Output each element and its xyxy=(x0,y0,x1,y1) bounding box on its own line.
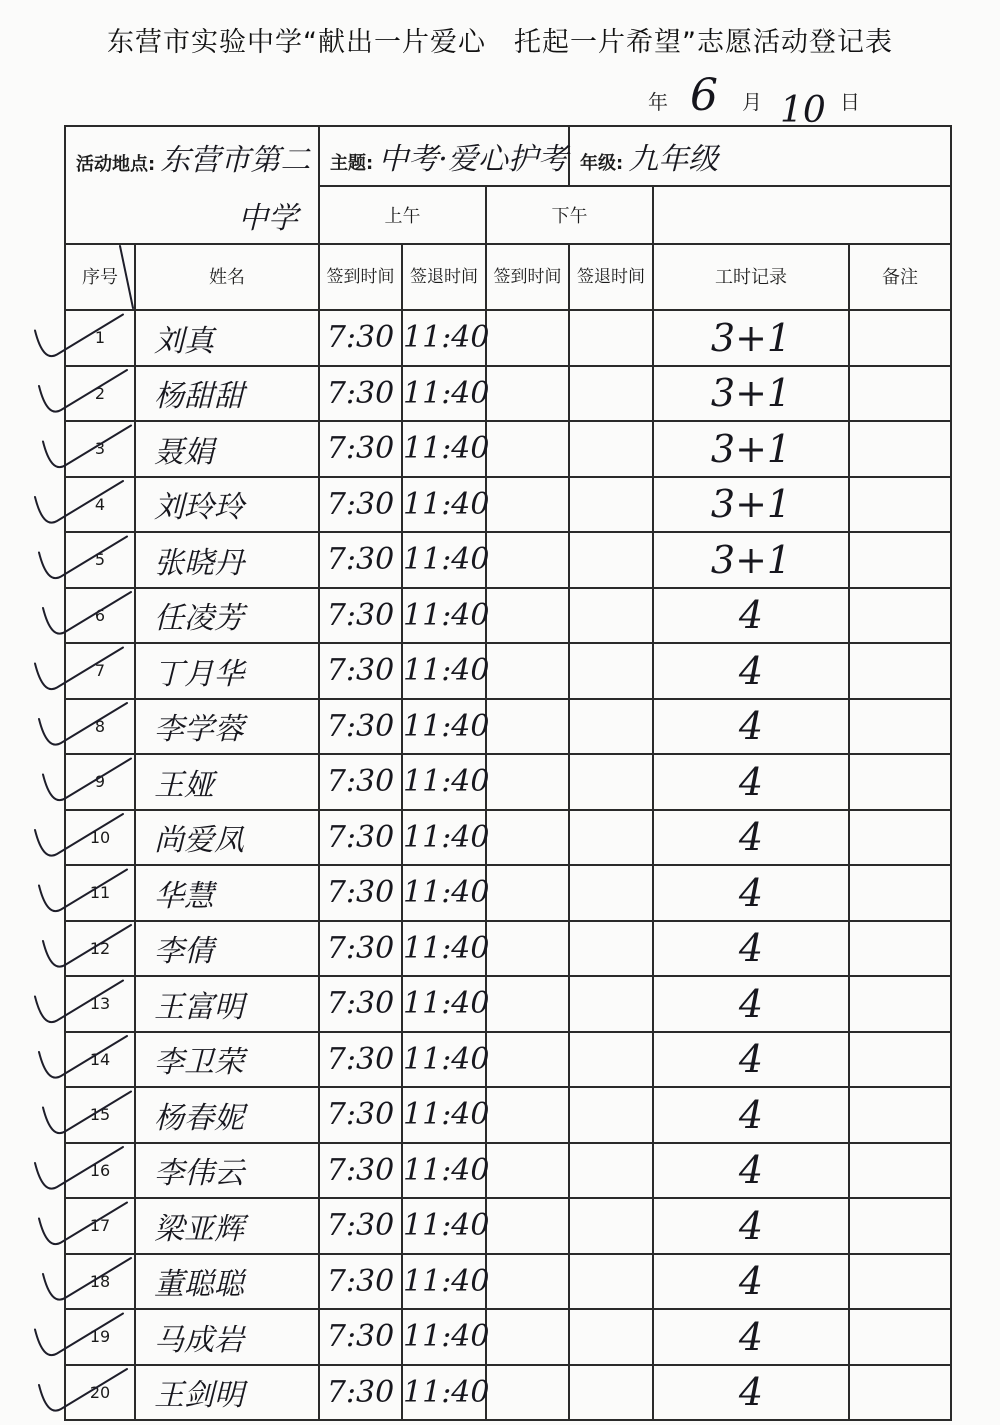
seq-cell: 13 xyxy=(65,976,135,1032)
empty-period-cell xyxy=(653,186,951,244)
day-value: 10 xyxy=(780,90,826,131)
name-cell: 王富明 xyxy=(135,976,319,1032)
name-cell: 董聪聪 xyxy=(135,1254,319,1310)
table-row xyxy=(65,1087,951,1143)
pm-sign-in-cell xyxy=(486,643,569,699)
remarks-cell xyxy=(849,699,951,755)
seq-cell: 2 xyxy=(65,366,135,422)
am-sign-in-cell: 7:30 xyxy=(319,1365,402,1421)
am-sign-in-cell: 7:30 xyxy=(319,421,402,477)
info-row xyxy=(65,126,951,186)
location-cell xyxy=(65,126,319,186)
hours-cell: 3+1 xyxy=(653,532,849,588)
header-pm-sign-in: 签到时间 xyxy=(486,244,569,310)
name-cell: 李伟云 xyxy=(135,1143,319,1199)
seq-cell: 6 xyxy=(65,588,135,644)
name-cell: 聂娟 xyxy=(135,421,319,477)
table-row xyxy=(65,477,951,533)
am-sign-out-cell: 11:40 xyxy=(402,477,486,533)
theme-value: 中考·爱心护考 xyxy=(378,142,568,177)
table-row xyxy=(65,1143,951,1199)
table-row xyxy=(65,699,951,755)
morning-label: 上午 xyxy=(319,186,486,244)
pm-sign-in-cell xyxy=(486,1143,569,1199)
form-title: 东营市实验中学“献出一片爱心 托起一片希望”志愿活动登记表 xyxy=(107,27,893,58)
name-cell: 刘玲玲 xyxy=(135,477,319,533)
name-cell: 张晓丹 xyxy=(135,532,319,588)
pm-sign-out-cell xyxy=(569,421,653,477)
table-row xyxy=(65,1254,951,1310)
am-sign-out-cell: 11:40 xyxy=(402,865,486,921)
header-name: 姓名 xyxy=(135,244,319,310)
pm-sign-out-cell xyxy=(569,810,653,866)
table-row xyxy=(65,865,951,921)
pm-sign-in-cell xyxy=(486,921,569,977)
remarks-cell xyxy=(849,1254,951,1310)
pm-sign-out-cell xyxy=(569,1198,653,1254)
am-sign-out-cell: 11:40 xyxy=(402,810,486,866)
remarks-cell xyxy=(849,1198,951,1254)
am-sign-out-cell: 11:40 xyxy=(402,421,486,477)
am-sign-out-cell: 11:40 xyxy=(402,310,486,366)
hours-cell: 4 xyxy=(653,1032,849,1088)
table-row xyxy=(65,310,951,366)
remarks-cell xyxy=(849,588,951,644)
am-sign-out-cell: 11:40 xyxy=(402,1143,486,1199)
am-sign-out-cell: 11:40 xyxy=(402,699,486,755)
am-sign-out-cell: 11:40 xyxy=(402,1365,486,1421)
grade-cell xyxy=(569,126,951,186)
theme-label: 主题: xyxy=(330,153,374,174)
table-row xyxy=(65,1365,951,1421)
name-cell: 杨甜甜 xyxy=(135,366,319,422)
table-row xyxy=(65,921,951,977)
seq-cell: 16 xyxy=(65,1143,135,1199)
am-sign-in-cell: 7:30 xyxy=(319,477,402,533)
seq-cell: 15 xyxy=(65,1087,135,1143)
hours-cell: 3+1 xyxy=(653,310,849,366)
year-label: 年 xyxy=(648,90,668,114)
am-sign-out-cell: 11:40 xyxy=(402,1032,486,1088)
period-row xyxy=(65,186,951,244)
hours-cell: 4 xyxy=(653,643,849,699)
pm-sign-out-cell xyxy=(569,1254,653,1310)
pm-sign-in-cell xyxy=(486,1254,569,1310)
am-sign-in-cell: 7:30 xyxy=(319,588,402,644)
am-sign-in-cell: 7:30 xyxy=(319,976,402,1032)
location-label: 活动地点: xyxy=(76,153,156,175)
name-cell: 杨春妮 xyxy=(135,1087,319,1143)
pm-sign-out-cell xyxy=(569,477,653,533)
hours-cell: 4 xyxy=(653,1254,849,1310)
hours-cell: 4 xyxy=(653,1198,849,1254)
hours-cell: 4 xyxy=(653,865,849,921)
remarks-cell xyxy=(849,1143,951,1199)
hours-cell: 3+1 xyxy=(653,366,849,422)
name-cell: 王娅 xyxy=(135,754,319,810)
pm-sign-out-cell xyxy=(569,1087,653,1143)
am-sign-out-cell: 11:40 xyxy=(402,754,486,810)
pm-sign-in-cell xyxy=(486,310,569,366)
hours-cell: 4 xyxy=(653,1365,849,1421)
seq-cell: 20 xyxy=(65,1365,135,1421)
am-sign-out-cell: 11:40 xyxy=(402,976,486,1032)
remarks-cell xyxy=(849,976,951,1032)
am-sign-in-cell: 7:30 xyxy=(319,366,402,422)
am-sign-in-cell: 7:30 xyxy=(319,699,402,755)
header-pm-sign-out: 签退时间 xyxy=(569,244,653,310)
pm-sign-in-cell xyxy=(486,810,569,866)
hours-cell: 4 xyxy=(653,810,849,866)
am-sign-out-cell: 11:40 xyxy=(402,643,486,699)
seq-cell: 1 xyxy=(65,310,135,366)
remarks-cell xyxy=(849,366,951,422)
name-cell: 尚爱凤 xyxy=(135,810,319,866)
am-sign-out-cell: 11:40 xyxy=(402,1087,486,1143)
pm-sign-out-cell xyxy=(569,366,653,422)
grade-label: 年级: xyxy=(580,153,624,174)
header-hours: 工时记录 xyxy=(653,244,849,310)
am-sign-out-cell: 11:40 xyxy=(402,532,486,588)
name-cell: 任凌芳 xyxy=(135,588,319,644)
registration-table xyxy=(64,125,952,1421)
seq-cell: 8 xyxy=(65,699,135,755)
remarks-cell xyxy=(849,865,951,921)
name-cell: 王剑明 xyxy=(135,1365,319,1421)
afternoon-label: 下午 xyxy=(486,186,653,244)
table-row xyxy=(65,976,951,1032)
location-value-line2: 中学 xyxy=(238,200,299,236)
am-sign-in-cell: 7:30 xyxy=(319,1309,402,1365)
name-cell: 刘真 xyxy=(135,310,319,366)
location-cont-cell xyxy=(65,186,319,244)
remarks-cell xyxy=(849,1309,951,1365)
header-am-sign-out: 签退时间 xyxy=(402,244,486,310)
hours-cell: 4 xyxy=(653,921,849,977)
am-sign-out-cell: 11:40 xyxy=(402,1198,486,1254)
am-sign-in-cell: 7:30 xyxy=(319,643,402,699)
pm-sign-out-cell xyxy=(569,532,653,588)
table-row xyxy=(65,754,951,810)
header-remarks: 备注 xyxy=(849,244,951,310)
pm-sign-out-cell xyxy=(569,1309,653,1365)
pm-sign-out-cell xyxy=(569,310,653,366)
name-cell: 梁亚辉 xyxy=(135,1198,319,1254)
remarks-cell xyxy=(849,754,951,810)
remarks-cell xyxy=(849,477,951,533)
location-value-line1: 东营市第二 xyxy=(160,142,311,178)
pm-sign-out-cell xyxy=(569,865,653,921)
seq-cell: 18 xyxy=(65,1254,135,1310)
pm-sign-in-cell xyxy=(486,1198,569,1254)
am-sign-in-cell: 7:30 xyxy=(319,865,402,921)
remarks-cell xyxy=(849,532,951,588)
pm-sign-in-cell xyxy=(486,421,569,477)
header-row xyxy=(65,244,951,310)
table-row xyxy=(65,366,951,422)
am-sign-in-cell: 7:30 xyxy=(319,1254,402,1310)
remarks-cell xyxy=(849,310,951,366)
remarks-cell xyxy=(849,1087,951,1143)
hours-cell: 4 xyxy=(653,1143,849,1199)
table-row xyxy=(65,588,951,644)
pm-sign-in-cell xyxy=(486,1309,569,1365)
month-label: 月 xyxy=(742,90,762,114)
am-sign-in-cell: 7:30 xyxy=(319,1087,402,1143)
pm-sign-in-cell xyxy=(486,532,569,588)
am-sign-in-cell: 7:30 xyxy=(319,1032,402,1088)
table-row xyxy=(65,810,951,866)
seq-cell: 10 xyxy=(65,810,135,866)
pm-sign-in-cell xyxy=(486,865,569,921)
hours-cell: 4 xyxy=(653,588,849,644)
pm-sign-in-cell xyxy=(486,588,569,644)
pm-sign-out-cell xyxy=(569,754,653,810)
name-cell: 李学蓉 xyxy=(135,699,319,755)
hours-cell: 4 xyxy=(653,1087,849,1143)
seq-cell: 11 xyxy=(65,865,135,921)
table-row xyxy=(65,1309,951,1365)
name-cell: 马成岩 xyxy=(135,1309,319,1365)
name-cell: 丁月华 xyxy=(135,643,319,699)
seq-cell: 7 xyxy=(65,643,135,699)
pm-sign-out-cell xyxy=(569,1032,653,1088)
am-sign-in-cell: 7:30 xyxy=(319,310,402,366)
hours-cell: 4 xyxy=(653,754,849,810)
name-cell: 李卫荣 xyxy=(135,1032,319,1088)
table-row xyxy=(65,421,951,477)
seq-cell: 19 xyxy=(65,1309,135,1365)
pm-sign-in-cell xyxy=(486,754,569,810)
name-cell: 李倩 xyxy=(135,921,319,977)
hours-cell: 4 xyxy=(653,1309,849,1365)
pm-sign-out-cell xyxy=(569,1143,653,1199)
seq-cell: 17 xyxy=(65,1198,135,1254)
hours-cell: 4 xyxy=(653,976,849,1032)
pm-sign-in-cell xyxy=(486,366,569,422)
pm-sign-in-cell xyxy=(486,477,569,533)
day-label: 日 xyxy=(840,90,860,114)
pm-sign-out-cell xyxy=(569,921,653,977)
header-am-sign-in: 签到时间 xyxy=(319,244,402,310)
table-row xyxy=(65,1032,951,1088)
pm-sign-in-cell xyxy=(486,976,569,1032)
hours-cell: 4 xyxy=(653,699,849,755)
am-sign-out-cell: 11:40 xyxy=(402,1254,486,1310)
am-sign-in-cell: 7:30 xyxy=(319,1143,402,1199)
hours-cell: 3+1 xyxy=(653,421,849,477)
remarks-cell xyxy=(849,810,951,866)
header-seq: 序号 xyxy=(65,244,135,310)
am-sign-out-cell: 11:40 xyxy=(402,1309,486,1365)
remarks-cell xyxy=(849,1365,951,1421)
seq-cell: 3 xyxy=(65,421,135,477)
am-sign-in-cell: 7:30 xyxy=(319,754,402,810)
seq-cell: 14 xyxy=(65,1032,135,1088)
am-sign-out-cell: 11:40 xyxy=(402,366,486,422)
hours-cell: 3+1 xyxy=(653,477,849,533)
remarks-cell xyxy=(849,921,951,977)
pm-sign-out-cell xyxy=(569,699,653,755)
pm-sign-out-cell xyxy=(569,588,653,644)
name-cell: 华慧 xyxy=(135,865,319,921)
seq-cell: 4 xyxy=(65,477,135,533)
pm-sign-in-cell xyxy=(486,1087,569,1143)
am-sign-in-cell: 7:30 xyxy=(319,1198,402,1254)
pm-sign-out-cell xyxy=(569,976,653,1032)
theme-cell xyxy=(319,126,569,186)
remarks-cell xyxy=(849,643,951,699)
remarks-cell xyxy=(849,421,951,477)
pm-sign-out-cell xyxy=(569,1365,653,1421)
seq-cell: 5 xyxy=(65,532,135,588)
grade-value: 九年级 xyxy=(628,142,719,177)
table-row xyxy=(65,532,951,588)
am-sign-in-cell: 7:30 xyxy=(319,532,402,588)
am-sign-out-cell: 11:40 xyxy=(402,921,486,977)
remarks-cell xyxy=(849,1032,951,1088)
pm-sign-out-cell xyxy=(569,643,653,699)
am-sign-in-cell: 7:30 xyxy=(319,810,402,866)
pm-sign-in-cell xyxy=(486,1365,569,1421)
pm-sign-in-cell xyxy=(486,1032,569,1088)
pm-sign-in-cell xyxy=(486,699,569,755)
am-sign-in-cell: 7:30 xyxy=(319,921,402,977)
table-row xyxy=(65,1198,951,1254)
seq-cell: 9 xyxy=(65,754,135,810)
table-row xyxy=(65,643,951,699)
month-value: 6 xyxy=(690,70,718,121)
seq-cell: 12 xyxy=(65,921,135,977)
am-sign-out-cell: 11:40 xyxy=(402,588,486,644)
